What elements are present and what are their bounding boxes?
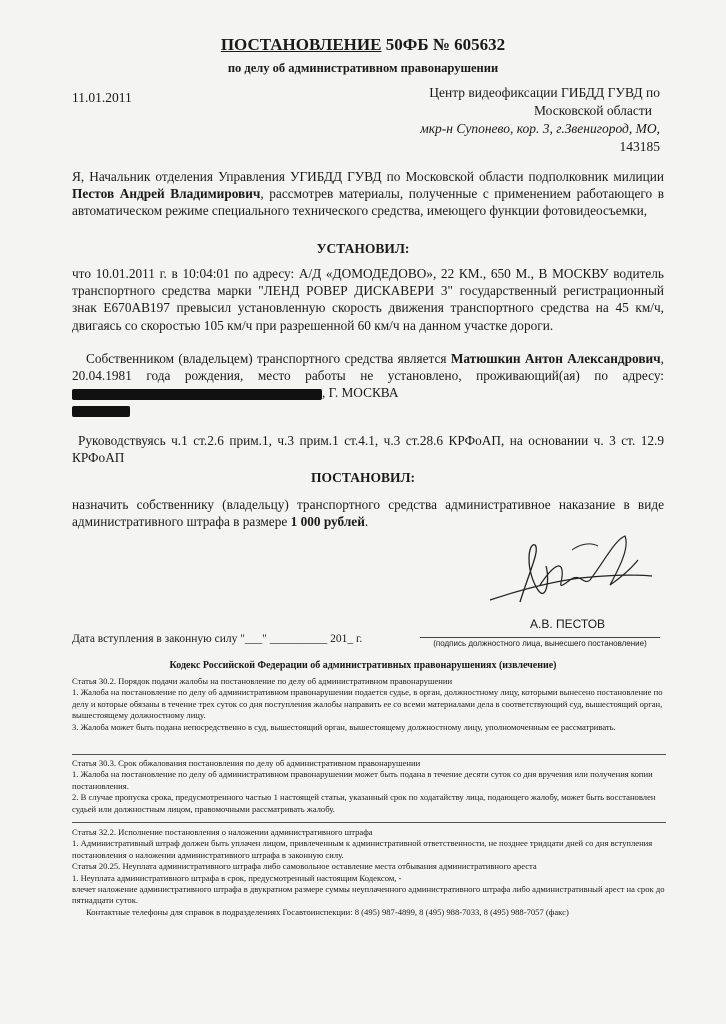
owner-text-1: Собственником (владельцем) транспортного средства является [86,351,447,366]
law-block-1 [72,676,666,733]
established-heading: УСТАНОВИЛ: [316,241,410,256]
issuer-line-2: Московской области [533,103,652,118]
law-line: 1. Жалоба на постановление по делу об административном правонарушении может быть подана в течение десяти суток со дня вручения или получения копии постановления. [72,769,653,791]
issuer-line-3: мкр-н Супонево, кор. 3, г.Звенигород, МО, [420,121,660,136]
owner-city: , Г. МОСКВА [322,385,399,401]
law-line: 1. Неуплата административного штрафа в срок, предусмотренный настоящим Кодексом, - [72,872,402,883]
resolved-heading: ПОСТАНОВИЛ: [310,470,416,485]
document-title [0,35,726,55]
signatory-name: А.В. ПЕСТОВ [530,617,606,631]
effective-date-line: Дата вступления в законную силу "___" __________ 201_ г. [72,633,363,645]
resolution-text: назначить собственнику (владельцу) транспортного средства административное наказание в виде административного штрафа в размере [72,497,664,530]
law-line: влечет наложение административного штрафа в двукратном размере суммы неуплаченного административного штрафа либо административный арест на срок до пятнадцати суток. [72,884,665,906]
resolution-paragraph [72,496,664,530]
intro-text-1: Я, Начальник отделения Управления УГИБДД ГУВД по Московской области подполковник милиции [72,169,664,184]
fine-amount: 1 000 рублей [290,514,365,530]
officer-name: Пестов Андрей Владимирович [72,186,261,202]
owner-name: Матюшкин Антон Александрович [450,351,661,366]
divider [72,754,666,755]
law-line: Статья 30.2. Порядок подачи жалобы на постановление по делу об административном правонарушении [72,676,453,686]
law-line: 1. Жалоба на постановление по делу об административном правонарушении подается судье, в орган, должностному лицу, которыми вынесено постановление по делу и которые обязаны в течение трех суток со дня поступления жалобы направить ее со всеми материалами дела в соответствующий суд, вышестоящий орган, вышестоящему должностному лицу. [72,687,663,721]
intro-text-2: , рассмотрев материалы, полученные с применением работающего в автоматическом режиме специального технического средства, имеющего функции фотовидеосъемки, [72,186,664,219]
resolution-end: . [364,514,369,530]
document-subtitle: по делу об административном правонарушении [227,61,499,75]
issuer-block [370,84,660,156]
document-date: 11.01.2011 [72,90,132,105]
issuer-line-1: Центр видеофиксации ГИБДД ГУВД по [429,85,660,100]
code-excerpt-title: Кодекс Российской Федерации об административных правонарушениях (извлечение) [169,660,557,671]
redacted-address-2 [72,406,130,417]
title-number: 50ФБ № 605632 [385,35,506,54]
intro-paragraph [72,168,664,220]
law-line: Статья 20.25. Неуплата административного штрафа либо самовольное оставление места отбывания административного ареста [72,861,537,872]
owner-paragraph [72,350,664,419]
law-line: 1. Административный штраф должен быть уплачен лицом, привлеченным к административной ответственности, не позднее тридцати дней со дня вступления постановления о наложении административного штрафа в законную силу. [72,838,653,860]
contact-phones: Контактные телефоны для справок в подразделениях Госавтоинспекции: 8 (495) 987-4899, 8 (495) 988-7033, 8 (495) 988-7057 (факс) [86,906,569,917]
law-line: Статья 32.2. Исполнение постановления о наложении административного штрафа [72,827,373,837]
law-block-2 [72,758,666,815]
signature-caption: (подпись должностного лица, вынесшего постановление) [420,637,660,648]
owner-text-2: , 20.04.1981 года рождения, место работы не установлено, проживающий(ая) по адресу: [72,351,664,384]
legal-basis: Руководствуясь ч.1 ст.2.6 прим.1, ч.3 прим.1 ст.4.1, ч.3 ст.28.6 КРФоАП, на основании ч. 3 ст. 12.9 КРФоАП [72,433,664,466]
law-block-3 [72,827,666,918]
signature-image [480,530,660,622]
law-line: Статья 30.3. Срок обжалования постановления по делу об административном правонарушении [72,758,421,768]
law-line: 3. Жалоба может быть подана непосредственно в суд, вышестоящий орган, вышестоящему должностному лицу, уполномоченным ее рассматривать. [72,721,616,732]
violation-paragraph: что 10.01.2011 г. в 10:04:01 по адресу: А/Д «ДОМОДЕДОВО», 22 КМ., 650 М., В МОСКВУ водитель транспортного средства марки "ЛЕНД РОВЕР ДИСКАВЕРИ 3" государственный регистрационный знак Е670АВ197 превысил установленную скорость движения транспортного средства на 45 км/ч, двигаясь со скоростью 105 км/ч при разрешенной 60 км/ч на данном участке дороги. [72,266,664,333]
redacted-address [72,389,322,400]
law-line: 2. В случае пропуска срока, предусмотренного частью 1 настоящей статьи, указанный срок по ходатайству лица, подающего жалобу, может быть восстановлен судьей или должностным лицом, правомочными рассматривать жалобу. [72,792,656,814]
title-main: ПОСТАНОВЛЕНИЕ [220,35,382,54]
issuer-line-4: 143185 [619,139,660,154]
divider [72,822,666,823]
